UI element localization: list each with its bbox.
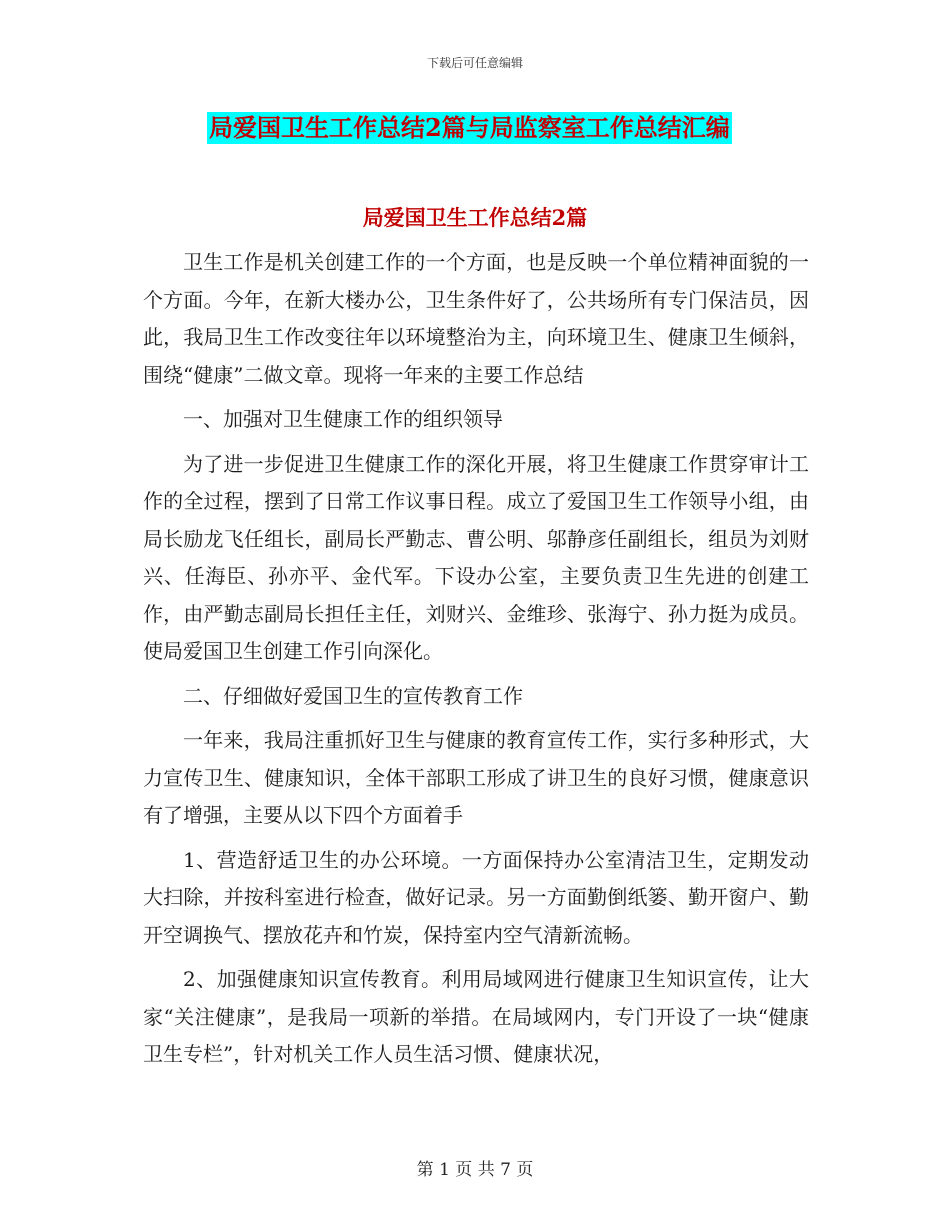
paragraph-publicity: 一年来，我局注重抓好卫生与健康的教育宣传工作，实行多种形式，大力宣传卫生、健康知识，全体干部职工形成了讲卫生的良好习惯，健康意识有了增强，主要从以下四个方面着手 [143, 728, 809, 827]
paragraph-item-2: 2、加强健康知识宣传教育。利用局域网进行健康卫生知识宣传，让大家“关注健康”，是我局一项新的举措。在局域网内，专门开设了一块“健康卫生专栏”，针对机关工作人员生活习惯、健康状况， [143, 967, 809, 1066]
heading-publicity: 二、仔细做好爱国卫生的宣传教育工作 [183, 683, 523, 708]
page-number: 第 1 页 共 7 页 [416, 1160, 534, 1180]
header-note: 下载后可任意编辑 [426, 56, 523, 70]
paragraph-organization: 为了进一步促进卫生健康工作的深化开展，将卫生健康工作贯穿审计工作的全过程，摆到了日常工作议事日程。成立了爱国卫生工作领导小组，由局长励龙飞任组长，副局长严勤志、曹公明、邬静彦任副组长，组员为刘财兴、任海臣、孙亦平、金代军。下设办公室，主要负责卫生先进的创建工作，由严勤志副局长担任主任，刘财兴、金维珍、张海宁、孙力挺为成员。使局爱国卫生创建工作引向深化。 [143, 451, 809, 663]
heading-organization: 一、加强对卫生健康工作的组织领导 [183, 407, 503, 431]
paragraph-item-1: 1、营造舒适卫生的办公环境。一方面保持办公室清洁卫生，定期发动大扫除，并按科室进行检查，做好记录。另一方面勤倒纸篓、勤开窗户、勤开空调换气、摆放花卉和竹炭，保持室内空气清新流畅。 [143, 847, 809, 947]
body-text [143, 244, 809, 1074]
section-title: 局爱国卫生工作总结2篇 [362, 205, 588, 230]
paragraph-intro: 卫生工作是机关创建工作的一个方面，也是反映一个单位精神面貌的一个方面。今年，在新大楼办公，卫生条件好了，公共场所有专门保洁员，因此，我局卫生工作改变往年以环境整治为主，向环境卫生、健康卫生倾斜，围绕“健康”二做文章。现将一年来的主要工作总结 [143, 250, 809, 387]
document-title: 局爱国卫生工作总结2篇与局监察室工作总结汇编 [209, 113, 730, 142]
